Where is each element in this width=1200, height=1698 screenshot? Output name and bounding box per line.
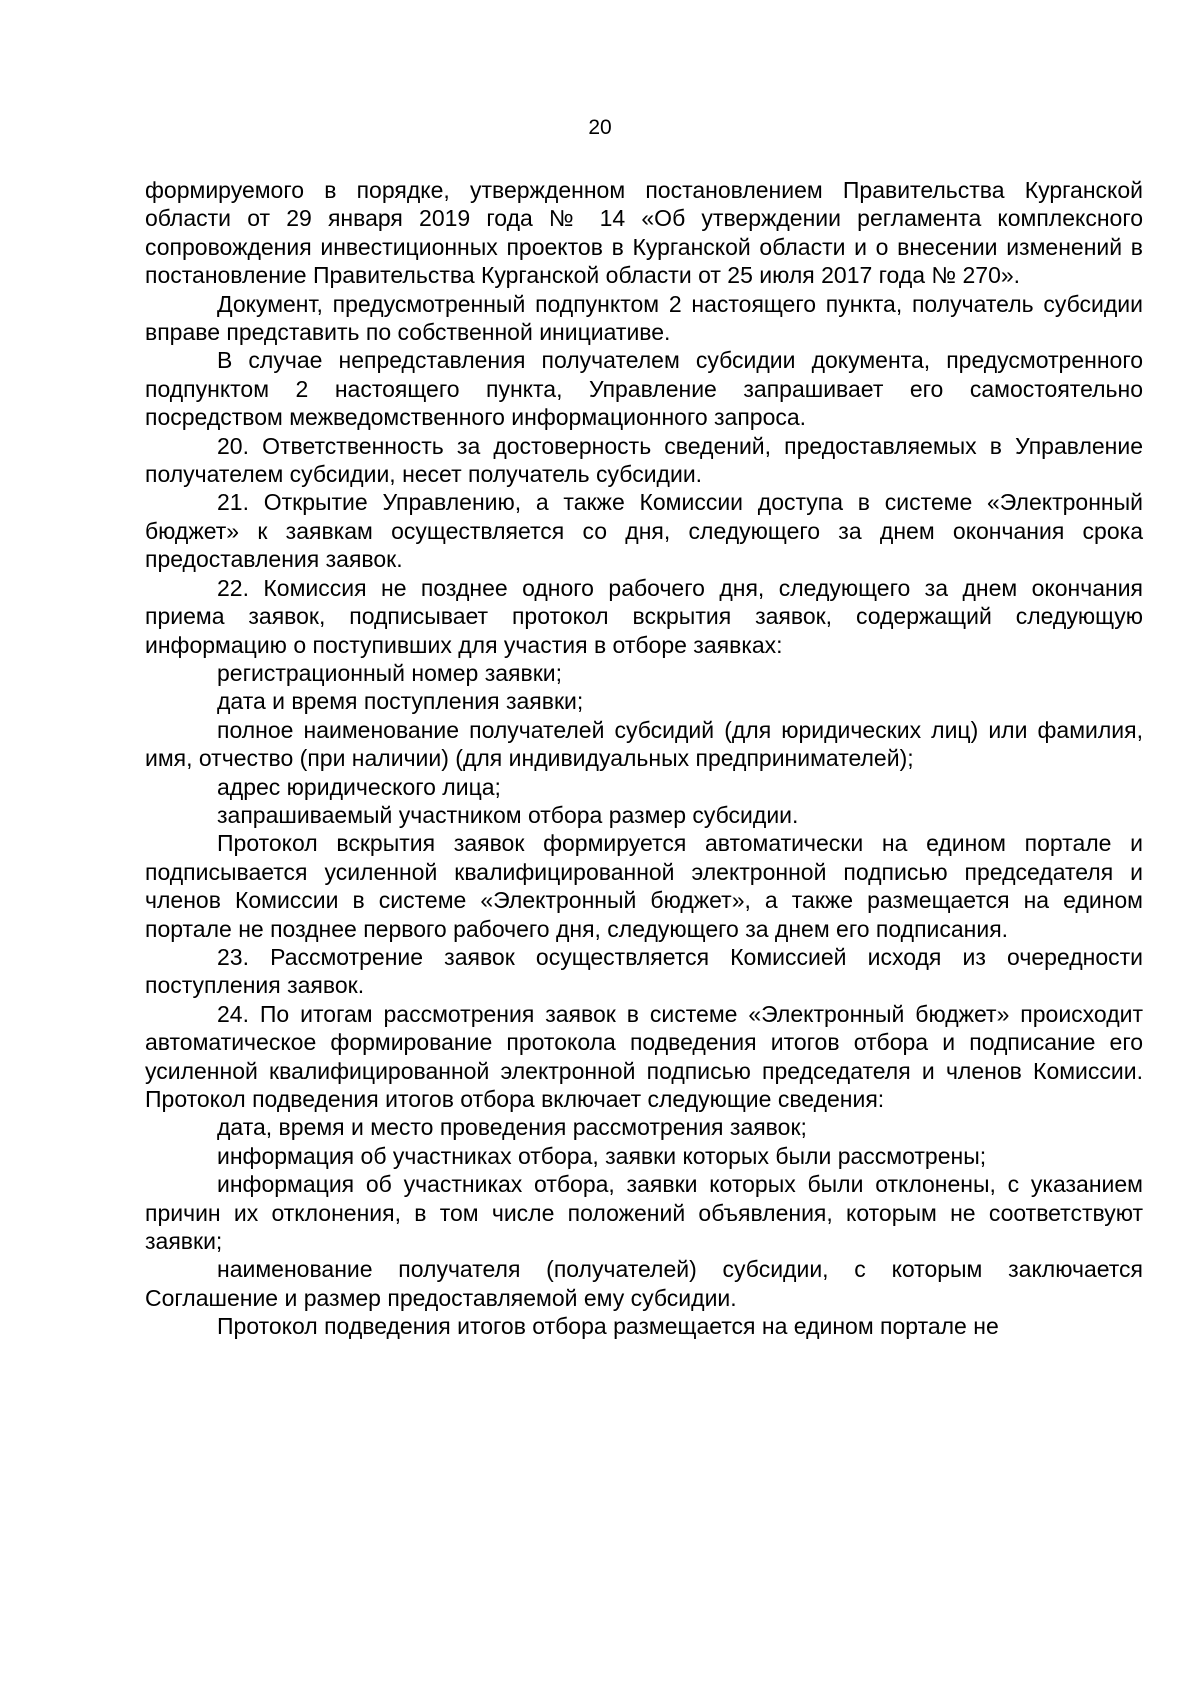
- list-item: запрашиваемый участником отбора размер субсидии.: [217, 801, 799, 828]
- list-item: информация об участниках отбора, заявки которых были отклонены, с указанием причин их отклонения, в том числе положений объявления, которым не соответствуют заявки;: [145, 1171, 1143, 1255]
- page-number: 20: [588, 116, 612, 139]
- paragraph: формируемого в порядке, утвержденном постановлением Правительства Курганской области от 29 января 2019 года № 14 «Об утверждении регламента комплексного сопровождения инвестиционных проектов в Курганской области и о внесении изменений в постановление Правительства Курганской области от 25 июля 2017 года № 270».: [145, 177, 1143, 289]
- paragraph: Протокол вскрытия заявок формируется автоматически на едином портале и подписывается усиленной квалифицированной электронной подписью председателя и членов Комиссии в системе «Электронный бюджет», а также размещается на едином портале не позднее первого рабочего дня, следующего за днем его подписания.: [145, 830, 1143, 942]
- list-item: дата и время поступления заявки;: [217, 688, 584, 715]
- paragraph: 23. Рассмотрение заявок осуществляется Комиссией исходя из очередности поступления заявок.: [145, 943, 1143, 999]
- document-body: [145, 176, 1143, 1341]
- list-item: адрес юридического лица;: [217, 773, 501, 800]
- list-item: полное наименование получателей субсидий (для юридических лиц) или фамилия, имя, отчество (при наличии) (для индивидуальных предпринимателей);: [145, 716, 1143, 772]
- list-item: наименование получателя (получателей) субсидии, с которым заключается Соглашение и размер предоставляемой ему субсидии.: [145, 1256, 1143, 1311]
- paragraph: В случае непредставления получателем субсидии документа, предусмотренного подпунктом 2 настоящего пункта, Управление запрашивает его самостоятельно посредством межведомственного информационного запроса.: [145, 347, 1143, 431]
- paragraph: Протокол подведения итогов отбора размещается на едином портале не: [217, 1313, 999, 1340]
- paragraph: 21. Открытие Управлению, а также Комиссии доступа в системе «Электронный бюджет» к заявкам осуществляется со дня, следующего за днем окончания срока предоставления заявок.: [145, 489, 1143, 573]
- paragraph: Документ, предусмотренный подпунктом 2 настоящего пункта, получатель субсидии вправе представить по собственной инициативе.: [145, 290, 1143, 346]
- paragraph: 24. По итогам рассмотрения заявок в системе «Электронный бюджет» происходит автоматическое формирование протокола подведения итогов отбора и подписание его усиленной квалифицированной электронной подписью председателя и членов Комиссии. Протокол подведения итогов отбора включает следующие сведения:: [145, 1000, 1143, 1112]
- paragraph: 22. Комиссия не позднее одного рабочего дня, следующего за днем окончания приема заявок, подписывает протокол вскрытия заявок, содержащий следующую информацию о поступивших для участия в отборе заявках:: [145, 574, 1143, 658]
- list-item: дата, время и место проведения рассмотрения заявок;: [217, 1114, 807, 1141]
- list-item: регистрационный номер заявки;: [217, 659, 563, 686]
- list-item: информация об участниках отбора, заявки которых были рассмотрены;: [217, 1142, 987, 1169]
- paragraph: 20. Ответственность за достоверность сведений, предоставляемых в Управление получателем субсидии, несет получатель субсидии.: [145, 432, 1143, 488]
